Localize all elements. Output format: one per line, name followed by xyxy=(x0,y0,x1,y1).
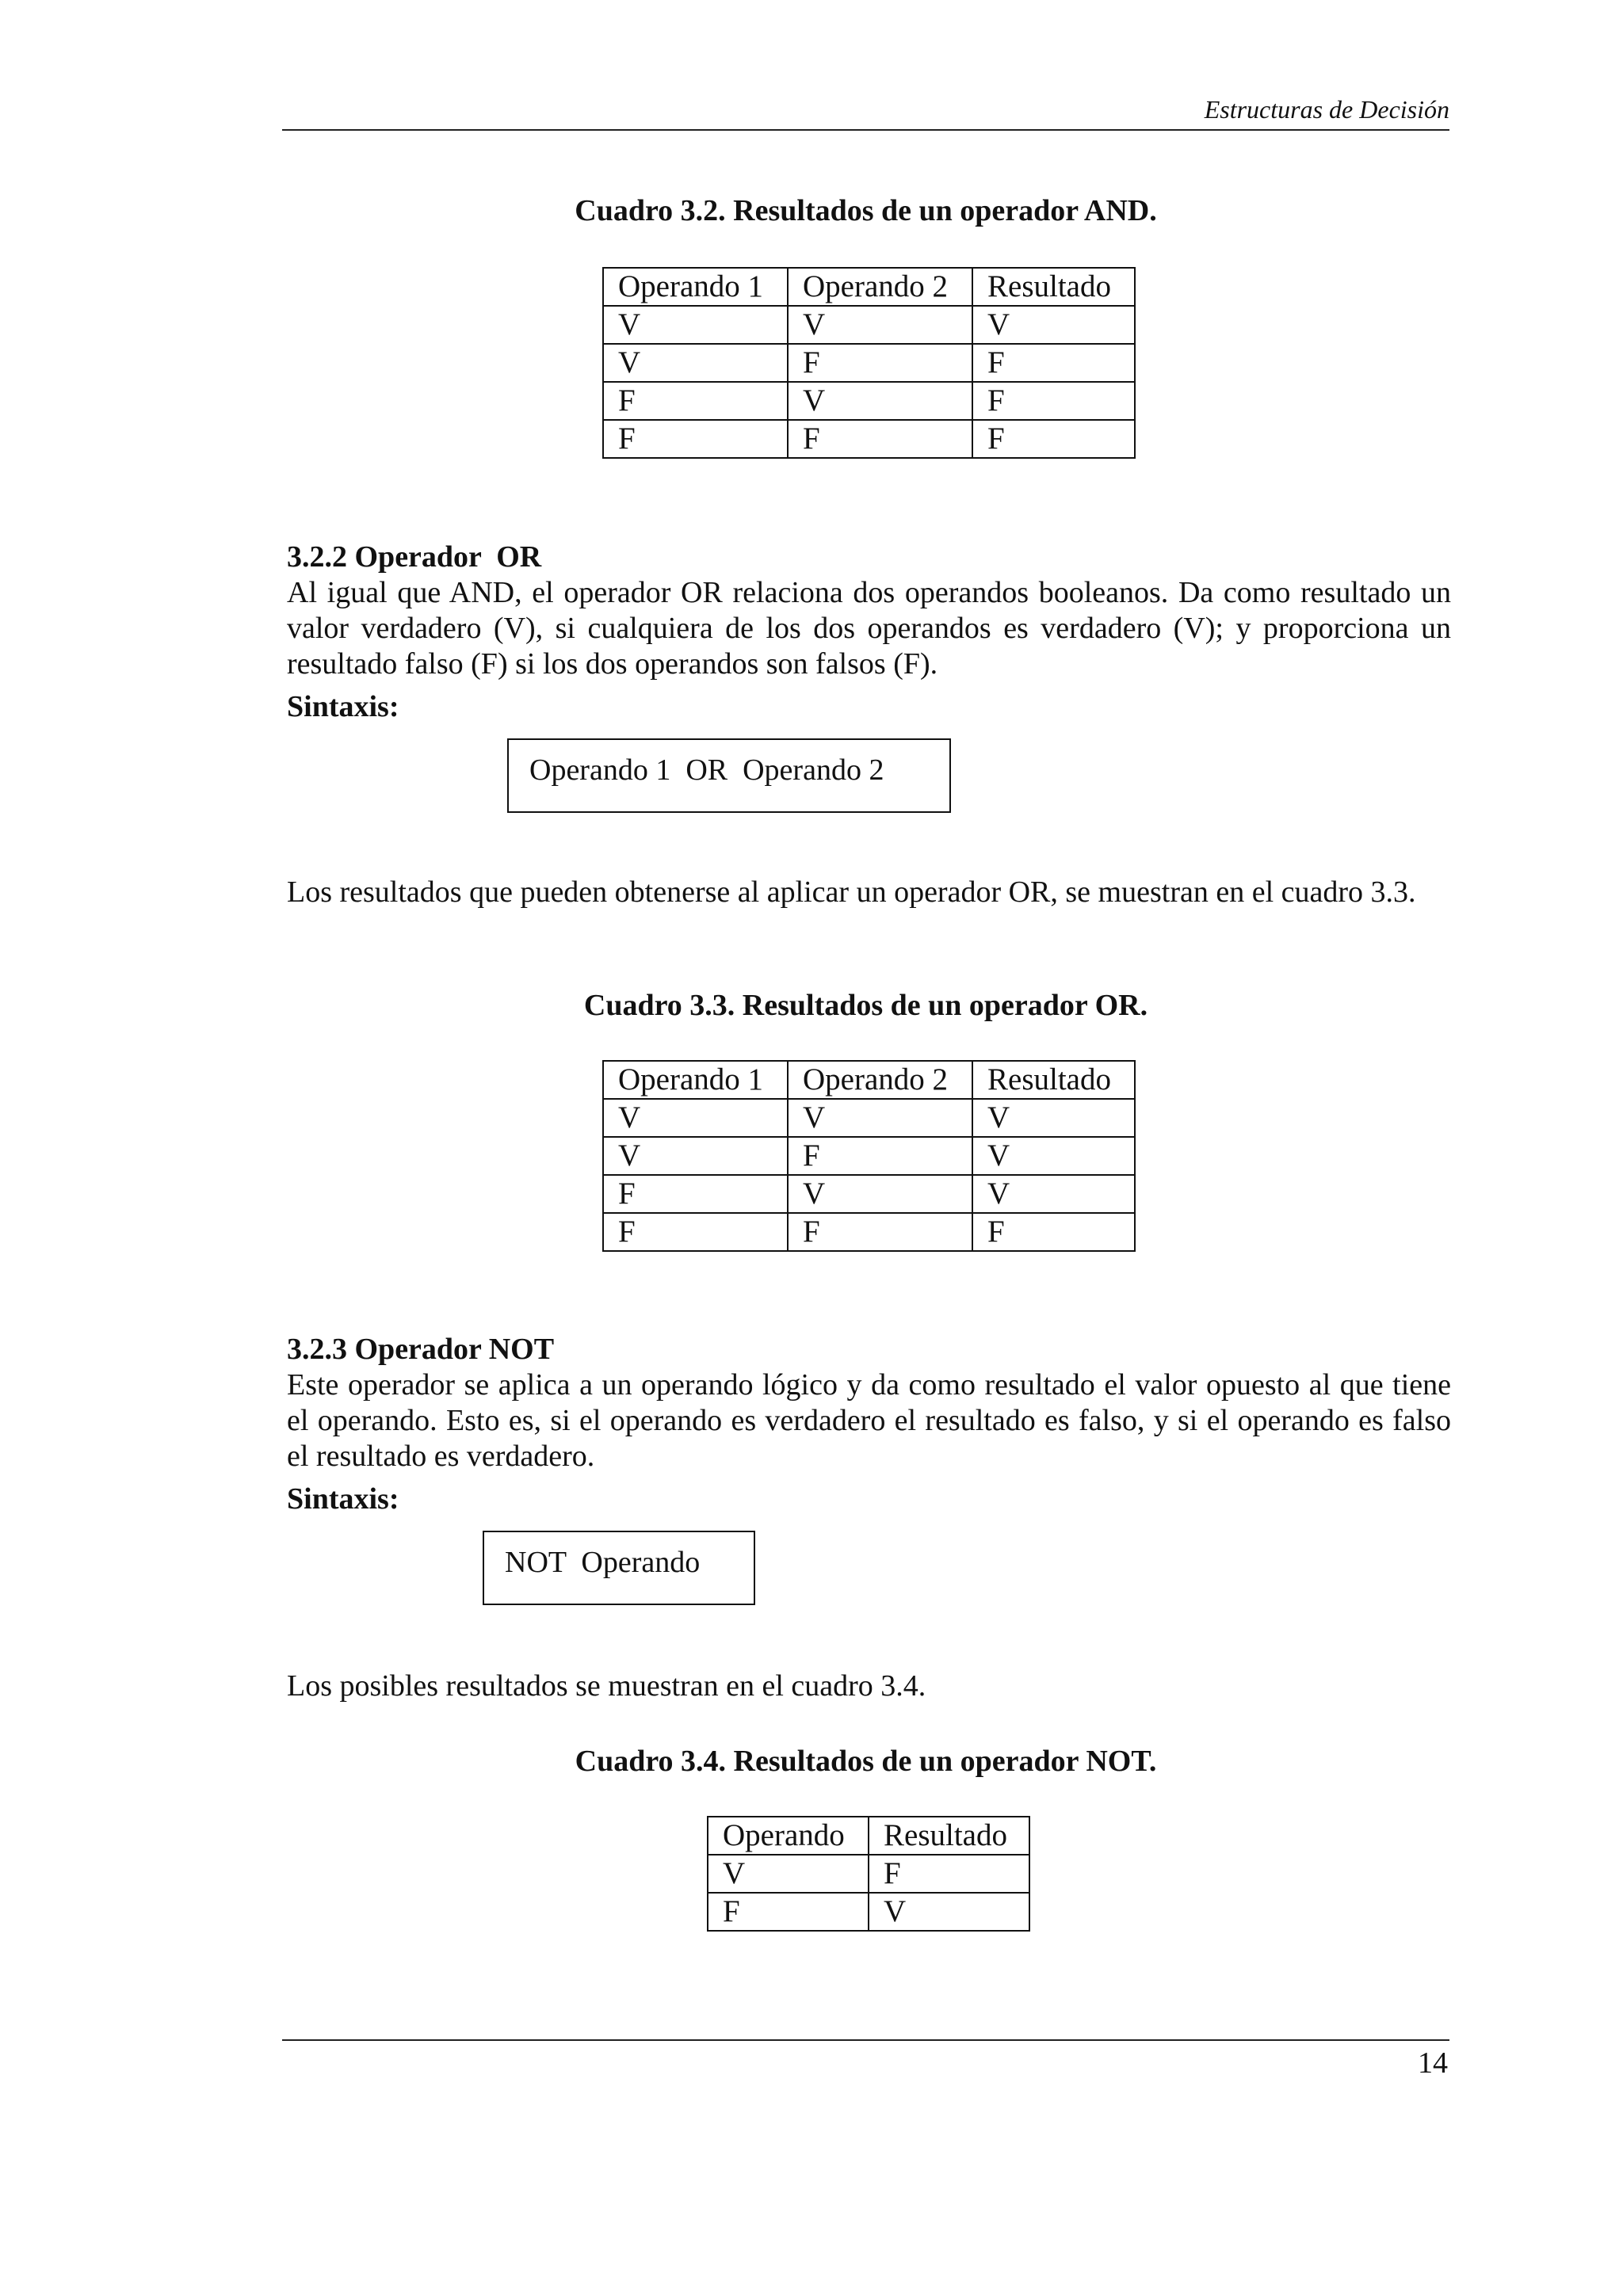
table-cell: V xyxy=(708,1855,869,1893)
table-cell: V xyxy=(603,1137,788,1175)
table-not xyxy=(707,1816,1030,1932)
table-row xyxy=(603,1099,1135,1137)
table-and xyxy=(602,267,1136,459)
footer-rule xyxy=(282,2039,1449,2041)
page-number: 14 xyxy=(1418,2046,1448,2080)
table-row xyxy=(603,268,1135,306)
table-cell: F xyxy=(788,420,972,458)
table-cell: F xyxy=(788,1213,972,1251)
table-row xyxy=(603,382,1135,420)
table-cell: F xyxy=(972,344,1135,382)
table-cell: F xyxy=(972,382,1135,420)
or-syntax-text: Operando 1 OR Operando 2 xyxy=(529,753,884,787)
table-row xyxy=(708,1817,1029,1855)
table-row xyxy=(603,1137,1135,1175)
table-header-cell: Resultado xyxy=(972,268,1135,306)
table-row xyxy=(603,1213,1135,1251)
running-header: Estructuras de Decisión xyxy=(1204,95,1449,124)
table-cell: F xyxy=(603,420,788,458)
table-cell: F xyxy=(708,1893,869,1931)
table-and-caption: Cuadro 3.2. Resultados de un operador AND. xyxy=(575,194,1157,227)
section-not-paragraph: Este operador se aplica a un operando lógico y da como resultado el valor opuesto al que tiene el operando. Esto es, si el operando es verdadero el resultado es falso, y si el operando es falso el resultado es verdadero. xyxy=(287,1368,1451,1473)
table-not-caption: Cuadro 3.4. Resultados de un operador NOT. xyxy=(575,1745,1157,1778)
table-cell: V xyxy=(788,1175,972,1213)
table-cell: F xyxy=(603,382,788,420)
section-not-heading: 3.2.3 Operador NOT xyxy=(287,1333,555,1366)
table-cell: V xyxy=(603,344,788,382)
table-header-cell: Resultado xyxy=(972,1061,1135,1099)
table-header-cell: Operando 1 xyxy=(603,1061,788,1099)
table-cell: V xyxy=(972,1099,1135,1137)
table-header-cell: Operando xyxy=(708,1817,869,1855)
section-not-followup: Los posibles resultados se muestran en el cuadro 3.4. xyxy=(287,1669,926,1703)
section-or-paragraph: Al igual que AND, el operador OR relaciona dos operandos booleanos. Da como resultado un valor verdadero (V), si cualquiera de los dos operandos es verdadero (V); y proporciona un resultado falso (F) si los dos operandos son falsos (F). xyxy=(287,576,1451,681)
table-row xyxy=(603,306,1135,344)
table-or-caption: Cuadro 3.3. Resultados de un operador OR. xyxy=(583,989,1148,1022)
table-header-cell: Resultado xyxy=(869,1817,1029,1855)
table-header-cell: Operando 2 xyxy=(788,1061,972,1099)
table-row xyxy=(603,420,1135,458)
table-row xyxy=(603,1175,1135,1213)
table-cell: V xyxy=(972,1175,1135,1213)
section-or-syntax-label: Sintaxis: xyxy=(287,690,399,723)
header-rule xyxy=(282,129,1449,131)
table-or xyxy=(602,1060,1136,1252)
table-row xyxy=(603,1061,1135,1099)
table-cell: V xyxy=(869,1893,1029,1931)
table-row xyxy=(708,1893,1029,1931)
not-syntax-box xyxy=(483,1531,755,1605)
table-cell: V xyxy=(603,306,788,344)
table-row xyxy=(708,1855,1029,1893)
table-cell: F xyxy=(603,1175,788,1213)
table-cell: V xyxy=(788,306,972,344)
section-or-heading: 3.2.2 Operador OR xyxy=(287,540,542,574)
table-cell: V xyxy=(972,1137,1135,1175)
or-syntax-box xyxy=(507,738,951,813)
table-row xyxy=(603,344,1135,382)
section-not-syntax-label: Sintaxis: xyxy=(287,1482,399,1516)
not-syntax-text: NOT Operando xyxy=(505,1546,701,1579)
table-cell: F xyxy=(788,1137,972,1175)
table-cell: F xyxy=(869,1855,1029,1893)
table-cell: F xyxy=(972,1213,1135,1251)
table-cell: F xyxy=(603,1213,788,1251)
table-cell: V xyxy=(972,306,1135,344)
table-cell: V xyxy=(788,382,972,420)
table-header-cell: Operando 2 xyxy=(788,268,972,306)
section-or-followup: Los resultados que pueden obtenerse al aplicar un operador OR, se muestran en el cuadro 3.3. xyxy=(287,875,1416,909)
table-cell: V xyxy=(788,1099,972,1137)
table-header-cell: Operando 1 xyxy=(603,268,788,306)
table-cell: F xyxy=(972,420,1135,458)
table-cell: V xyxy=(603,1099,788,1137)
table-cell: F xyxy=(788,344,972,382)
